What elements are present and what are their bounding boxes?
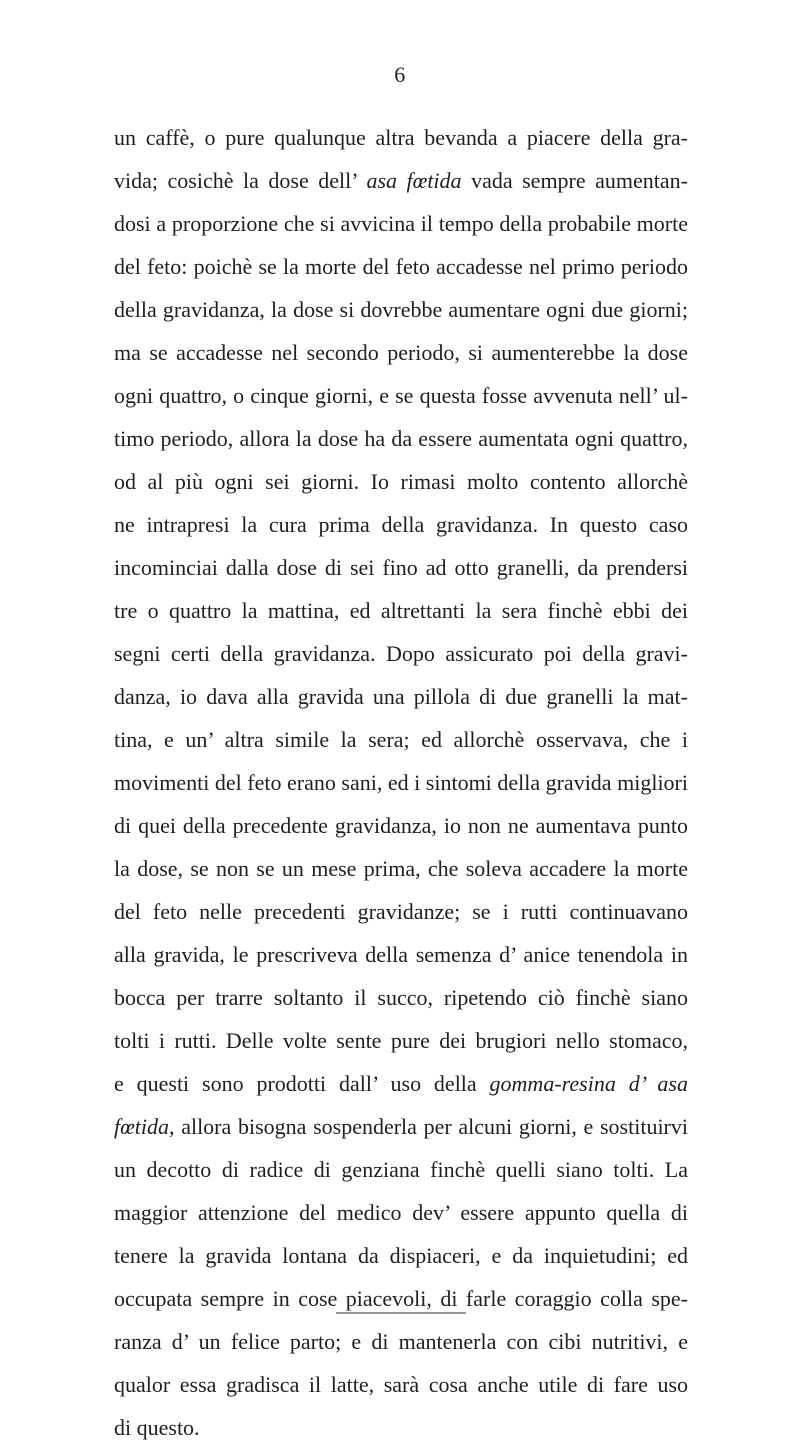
text-run: movimenti del feto erano sani, ed i sintomi della gravida migliori xyxy=(114,770,688,795)
text-line xyxy=(114,933,688,976)
text-run: di quei della precedente gravidanza, io non ne aumentava punto xyxy=(114,813,688,838)
text-line xyxy=(114,1191,688,1234)
text-run: del feto: poichè se la morte del feto accadesse nel primo periodo xyxy=(114,254,688,279)
text-run: della gravidanza, la dose si dovrebbe aumentare ogni due giorni; xyxy=(114,297,688,322)
text-run: un caffè, o pure qualunque altra bevanda a piacere della gra- xyxy=(114,125,688,150)
text-line xyxy=(114,1062,688,1105)
page-number: 6 xyxy=(394,62,406,87)
text-line xyxy=(114,202,688,245)
text-run: maggior attenzione del medico dev’ essere appunto quella di xyxy=(114,1200,688,1225)
text-run: danza, io dava alla gravida una pillola di due granelli la mat- xyxy=(114,684,688,709)
text-line xyxy=(114,632,688,675)
text-line xyxy=(114,1406,688,1449)
text-run: tolti i rutti. Delle volte sente pure dei brugiori nello stomaco, xyxy=(114,1028,688,1053)
text-run: od al più ogni sei giorni. Io rimasi molto contento allorchè xyxy=(114,469,688,494)
text-line xyxy=(114,1320,688,1363)
text-run: un decotto di radice di genziana finchè quelli siano tolti. La xyxy=(114,1157,688,1182)
text-run: incominciai dalla dose di sei fino ad otto granelli, da prendersi xyxy=(114,555,688,580)
text-run: di questo. xyxy=(114,1415,200,1440)
text-run: segni certi della gravidanza. Dopo assicurato poi della gravi- xyxy=(114,641,688,666)
body-text xyxy=(114,116,688,1449)
text-line xyxy=(114,331,688,374)
text-line xyxy=(114,1105,688,1148)
italic-run: fœtida xyxy=(114,1114,170,1139)
text-run: vada sempre aumentan- xyxy=(461,168,688,193)
text-line xyxy=(114,890,688,933)
italic-run: gomma-resina d’ asa xyxy=(489,1071,688,1096)
text-line xyxy=(114,460,688,503)
text-line xyxy=(114,245,688,288)
text-line xyxy=(114,1019,688,1062)
text-run: qualor essa gradisca il latte, sarà cosa anche utile di fare uso xyxy=(114,1372,688,1397)
text-run: tre o quattro la mattina, ed altrettanti la sera finchè ebbi dei xyxy=(114,598,688,623)
text-run: bocca per trarre soltanto il succo, ripetendo ciò finchè siano xyxy=(114,985,688,1010)
text-line xyxy=(114,417,688,460)
text-line xyxy=(114,288,688,331)
text-line xyxy=(114,976,688,1019)
text-run: timo periodo, allora la dose ha da essere aumentata ogni quattro, xyxy=(114,426,688,451)
text-run: dosi a proporzione che si avvicina il tempo della probabile morte xyxy=(114,211,688,236)
text-run: ranza d’ un felice parto; e di mantenerla con cibi nutritivi, e xyxy=(114,1329,688,1354)
text-run: tenere la gravida lontana da dispiaceri, e da inquietudini; ed xyxy=(114,1243,688,1268)
text-run: ogni quattro, o cinque giorni, e se questa fosse avvenuta nell’ ul- xyxy=(114,383,688,408)
text-line xyxy=(114,675,688,718)
text-line xyxy=(114,718,688,761)
text-line xyxy=(114,374,688,417)
text-line xyxy=(114,159,688,202)
bottom-rule xyxy=(336,1312,466,1314)
text-line xyxy=(114,589,688,632)
text-run: ne intrapresi la cura prima della gravidanza. In questo caso xyxy=(114,512,688,537)
text-run: vida; cosichè la dose dell’ xyxy=(114,168,367,193)
text-line xyxy=(114,804,688,847)
text-line xyxy=(114,1234,688,1277)
text-run: e questi sono prodotti dall’ uso della xyxy=(114,1071,490,1096)
text-line xyxy=(114,546,688,589)
text-run: del feto nelle precedenti gravidanze; se i rutti continuavano xyxy=(114,899,688,924)
text-run: ma se accadesse nel secondo periodo, si aumenterebbe la dose xyxy=(114,340,688,365)
text-run: tina, e un’ altra simile la sera; ed allorchè osservava, che i xyxy=(114,727,688,752)
text-run: occupata sempre in cose piacevoli, di farle coraggio colla spe- xyxy=(114,1286,688,1311)
text-line xyxy=(114,116,688,159)
text-line xyxy=(114,503,688,546)
text-line xyxy=(114,1363,688,1406)
text-line xyxy=(114,847,688,890)
text-run: alla gravida, le prescriveva della semenza d’ anice tenendola in xyxy=(114,942,688,967)
text-line xyxy=(114,1148,688,1191)
text-run: la dose, se non se un mese prima, che soleva accadere la morte xyxy=(114,856,688,881)
text-run: , allora bisogna sospenderla per alcuni giorni, e sostituirvi xyxy=(169,1114,688,1139)
italic-run: asa fœtida xyxy=(366,168,462,193)
text-line xyxy=(114,761,688,804)
